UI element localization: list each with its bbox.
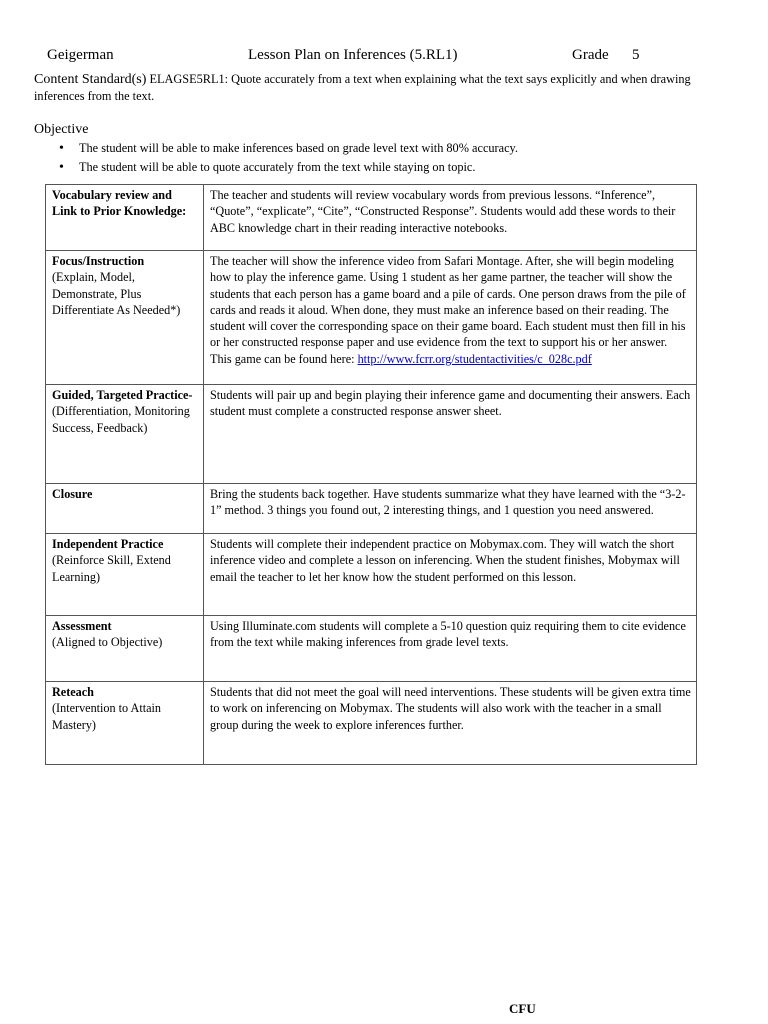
row-content: The teacher will show the inference video from Safari Montage. After, she will begin modeling how to play the inference game. Using 1 student as her game partner, the teacher will show the students that each person has a game board and a pile of cards. One person draws from the pile of cards and reads it aloud. When done, they must make an inference based on their reading. The student will cover the corresponding space on their game board. Each student must then fill in his or her constructed response paper and use evidence from the text to support his or her answer. This game can be found here: [210,254,686,366]
row-content: Students will complete their independent practice on Mobymax.com. They will watch the short inference video and complete a lesson on inferencing. When the student finishes, Mobymax will email the teacher to let her know how the student performed on this lesson. [204,534,697,616]
table-row-guided-practice [46,385,697,484]
table-row-focus-instruction [46,251,697,385]
row-content: Students will pair up and begin playing their inference game and documenting their answers. Each student must complete a constructed response answer sheet. [204,385,697,484]
game-link[interactable]: http://www.fcrr.org/studentactivities/c_028c.pdf [357,351,592,366]
page-title: Lesson Plan on Inferences (5.RL1) [248,47,458,63]
row-title: Closure [52,487,93,501]
row-content-cell [204,251,697,385]
table-row-vocabulary [46,185,697,251]
row-title: Guided, Targeted Practice- [52,388,193,402]
row-label-cell [46,385,204,484]
row-label-cell [46,616,204,682]
grade-value: 5 [632,47,640,63]
content-standard-text: ELAGSE5RL1: Quote accurately from a text when explaining what the text says explicitly and when drawing inferences from the text. [34,72,691,103]
row-subtitle: (Reinforce Skill, Extend Learning) [52,553,171,584]
row-subtitle: (Intervention to Attain Mastery) [52,701,161,732]
row-label-cell [46,484,204,534]
row-title: Focus/Instruction [52,254,145,268]
content-standard [34,71,724,104]
objective-label: Objective [34,122,89,137]
row-title: Independent Practice [52,537,164,551]
row-title: Vocabulary review and Link to Prior Knowledge: [52,188,187,219]
row-label-cell [46,185,204,251]
row-subtitle: (Differentiation, Monitoring Success, Feedback) [52,404,190,435]
cfu-label: CFU [509,1001,536,1016]
objective-list [59,139,518,177]
objective-item: • The student will be able to quote accurately from the text while staying on topic. [59,158,518,177]
row-title: Assessment [52,619,112,633]
row-content: Students that did not meet the goal will need interventions. These students will be given extra time to work on inferencing on Mobymax. The students will also work with the teacher in a small group during the week to explore inferences further. [204,682,697,765]
row-content: Using Illuminate.com students will complete a 5-10 question quiz requiring them to cite evidence from the text while making inferences from grade level texts. [204,616,697,682]
row-subtitle: (Explain, Model, Demonstrate, Plus Differentiate As Needed*) [52,270,181,317]
row-content: The teacher and students will review vocabulary words from previous lessons. “Inference”, “Quote”, “explicate”, “Cite”, “Constructed Response”. Students would add these words to their ABC knowledge chart in their reading interactive notebooks. [204,185,697,251]
objective-item: • The student will be able to make inferences based on grade level text with 80% accuracy. [59,139,518,158]
row-label-cell [46,534,204,616]
lesson-plan-table [45,184,697,765]
content-standard-label: Content Standard(s) [34,72,147,87]
row-label-cell [46,682,204,765]
table-row-closure [46,484,697,534]
table-row-assessment [46,616,697,682]
row-subtitle: (Aligned to Objective) [52,635,163,650]
row-label-cell [46,251,204,385]
teacher-name: Geigerman [47,47,114,63]
table-row-reteach [46,682,697,765]
row-title: Reteach [52,685,94,699]
table-row-independent-practice [46,534,697,616]
row-content: Bring the students back together. Have students summarize what they have learned with the “3-2-1” method. 3 things you found out, 2 interesting things, and 1 question you need answered. [204,484,697,534]
grade-label: Grade [572,47,609,63]
